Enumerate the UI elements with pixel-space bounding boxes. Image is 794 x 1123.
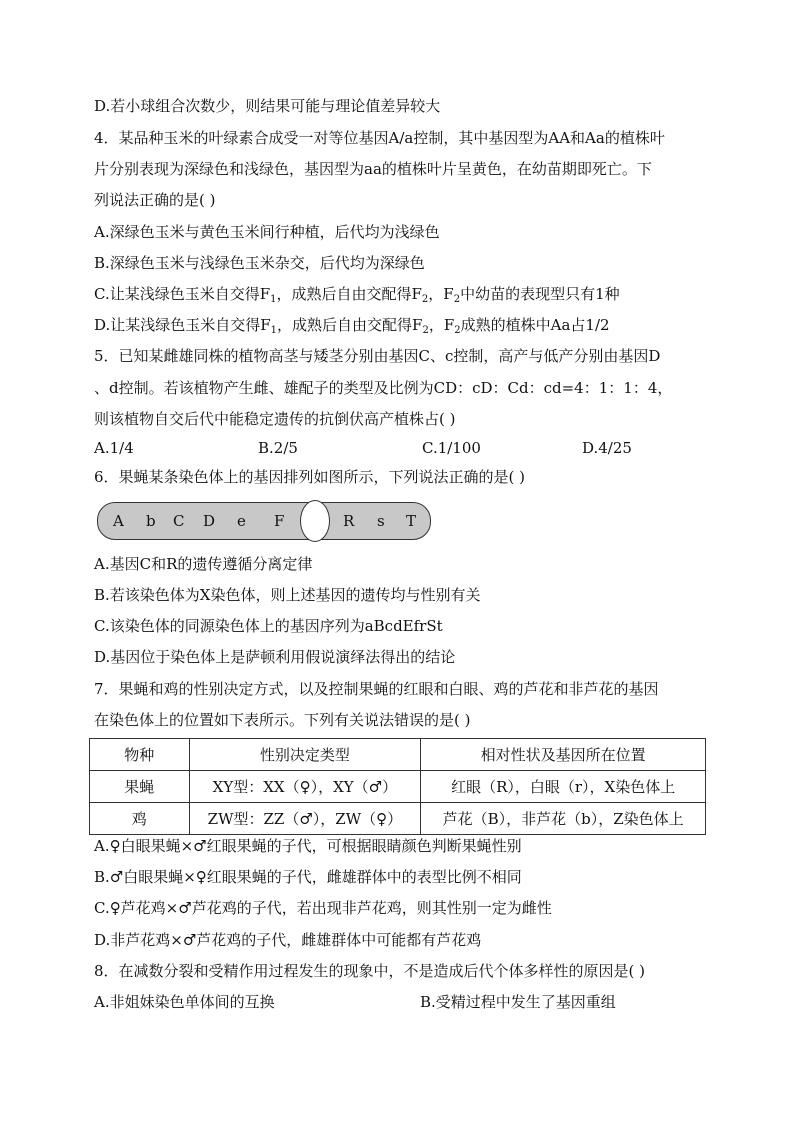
- q4-stem-line1: 4．某品种玉米的叶绿素合成受一对等位基因A/a控制，其中基因型为AA和Aa的植株叶: [94, 129, 665, 147]
- q4-option-b: B.深绿色玉米与浅绿色玉米杂交，后代均为深绿色: [94, 254, 425, 272]
- q4-c-text2: ，成熟后自由交配得F: [276, 285, 422, 303]
- table-cell: 红眼（R），白眼（r），X染色体上: [421, 771, 706, 803]
- q4-stem-line2: 片分别表现为深绿色和浅绿色，基因型为aa的植株叶片呈黄色，在幼苗期即死亡。下: [94, 160, 652, 178]
- gene-label: R: [343, 512, 355, 530]
- q7-option-d: D.非芦花鸡×♂芦花鸡的子代，雌雄群体中可能都有芦花鸡: [94, 931, 482, 949]
- q4-option-d: [94, 315, 610, 335]
- gene-label: b: [146, 512, 156, 530]
- q4-c-text4: 中幼苗的表现型只有1种: [460, 285, 620, 303]
- q5-stem-line2: 、d控制。若该植物产生雌、雄配子的类型及比例为CD：cD：Cd：cd=4：1：1：4，: [94, 379, 673, 397]
- q8-option-a: A.非姐妹染色单体间的互换: [94, 993, 275, 1011]
- q5-option-d: D.4/25: [582, 439, 632, 457]
- table-header-cell: 性别决定类型: [189, 739, 421, 771]
- gene-label: T: [406, 512, 417, 530]
- q4-d-text3: ，F: [428, 316, 455, 334]
- q7-option-b: B.♂白眼果蝇×♀红眼果蝇的子代，雌雄群体中的表型比例不相同: [94, 868, 522, 886]
- table-cell: 果蝇: [90, 771, 190, 803]
- q6-option-b: B.若该染色体为X染色体，则上述基因的遗传均与性别有关: [94, 586, 481, 604]
- sex-determination-table: [89, 738, 706, 835]
- q5-option-c: C.1/100: [422, 439, 481, 457]
- table-cell: 鸡: [90, 803, 190, 835]
- gene-label: F: [274, 512, 285, 530]
- q3-option-d: D.若小球组合次数少，则结果可能与理论值差异较大: [94, 97, 441, 115]
- q8-stem: 8．在减数分裂和受精作用过程发生的现象中，不是造成后代个体多样性的原因是( ): [94, 962, 646, 980]
- q4-c-sub2: 2: [421, 294, 429, 305]
- table-cell: 芦花（B），非芦花（b），Z染色体上: [421, 803, 706, 835]
- q4-d-text1: D.让某浅绿色玉米自交得F: [94, 316, 271, 334]
- table-header-cell: 相对性状及基因所在位置: [421, 739, 706, 771]
- q5-option-a: A.1/4: [94, 439, 134, 457]
- gene-label: s: [377, 512, 385, 530]
- table-cell: ZW型：ZZ（♂），ZW（♀）: [189, 803, 421, 835]
- q4-d-sub3: 2: [454, 325, 461, 336]
- q4-d-text4: 成熟的植株中Aa占1/2: [460, 316, 610, 334]
- q4-option-c: [94, 284, 620, 304]
- chromosome-diagram: [97, 502, 432, 540]
- q6-option-a: A.基因C和R的遗传遵循分离定律: [94, 555, 313, 573]
- q4-option-a: A.深绿色玉米与黄色玉米间行种植，后代均为浅绿色: [94, 223, 440, 241]
- centromere: [300, 500, 330, 542]
- gene-label: e: [237, 512, 246, 530]
- q4-d-text2: ，成熟后自由交配得F: [277, 316, 423, 334]
- table-header-cell: 物种: [90, 739, 190, 771]
- q4-c-sub3: 2: [453, 294, 461, 305]
- q6-option-c: C.该染色体的同源染色体上的基因序列为aBcdEfrSt: [94, 617, 443, 635]
- gene-label: D: [203, 512, 216, 530]
- q4-c-text3: ，F: [428, 285, 454, 303]
- table-row: [90, 803, 706, 835]
- table-row: [90, 771, 706, 803]
- table-cell: XY型：XX（♀），XY（♂）: [189, 771, 421, 803]
- q4-c-sub1: 1: [270, 294, 277, 305]
- q7-stem-line1: 7．果蝇和鸡的性别决定方式，以及控制果蝇的红眼和白眼、鸡的芦花和非芦花的基因: [94, 680, 659, 698]
- q5-stem-line3: 则该植物自交后代中能稳定遗传的抗倒伏高产植株占( ): [94, 410, 456, 428]
- table-header-row: [90, 739, 706, 771]
- q6-option-d: D.基因位于染色体上是萨顿利用假说演绎法得出的结论: [94, 648, 456, 666]
- q7-option-c: C.♀芦花鸡×♂芦花鸡的子代，若出现非芦花鸡，则其性别一定为雌性: [94, 899, 552, 917]
- q5-options: [94, 438, 714, 458]
- q5-option-b: B.2/5: [258, 439, 298, 457]
- q4-stem-line3: 列说法正确的是( ): [94, 191, 216, 209]
- q4-c-text1: C.让某浅绿色玉米自交得F: [94, 285, 271, 303]
- q4-d-sub1: 1: [270, 325, 278, 336]
- gene-label: A: [113, 512, 124, 530]
- q5-stem-line1: 5．已知某雌雄同株的植物高茎与矮茎分别由基因C、c控制，高产与低产分别由基因D: [94, 347, 661, 365]
- q4-d-sub2: 2: [422, 325, 429, 336]
- q8-option-b: B.受精过程中发生了基因重组: [420, 993, 616, 1011]
- gene-label: C: [173, 512, 185, 530]
- q7-option-a: A.♀白眼果蝇×♂红眼果蝇的子代，可根据眼睛颜色判断果蝇性别: [94, 837, 522, 855]
- q6-stem: 6．果蝇某条染色体上的基因排列如图所示，下列说法正确的是( ): [94, 468, 526, 486]
- q7-stem-line2: 在染色体上的位置如下表所示。下列有关说法错误的是( ): [94, 711, 471, 729]
